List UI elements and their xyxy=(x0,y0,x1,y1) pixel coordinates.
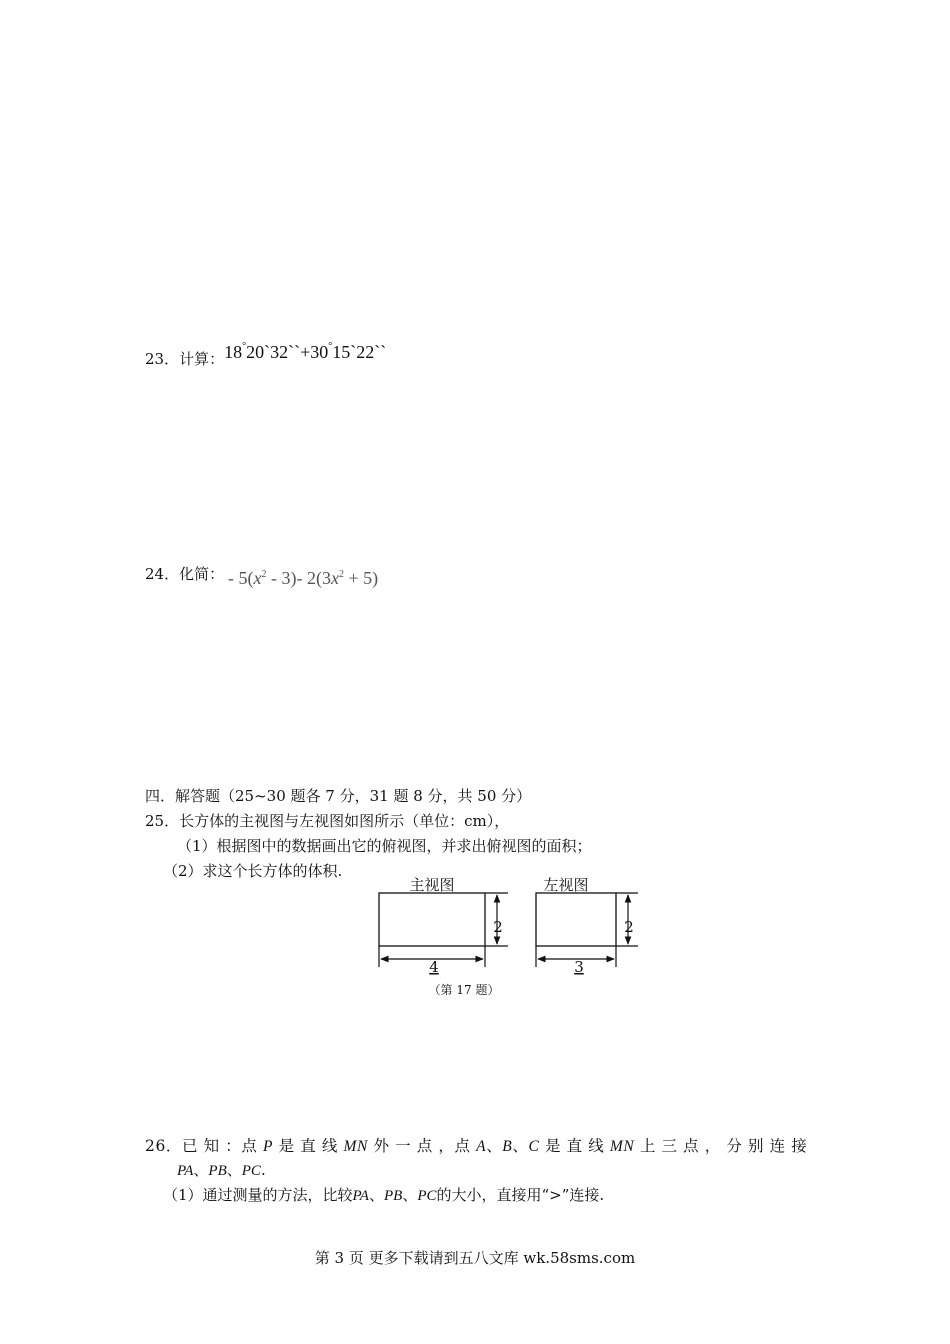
q26-stem-line2: PA、PB、PC. xyxy=(177,1161,266,1179)
q26-number: 26． xyxy=(145,1137,183,1155)
section-4-heading: 四．解答题（25~30 题各 7 分，31 题 8 分，共 50 分） xyxy=(145,787,532,805)
q23-number: 23． xyxy=(145,350,180,368)
left-view-title: 左视图 xyxy=(543,876,589,894)
question-25-stem xyxy=(145,810,509,831)
left-width-label: 3 xyxy=(574,958,584,976)
left-height-label: 2 xyxy=(624,918,634,936)
q24-number: 24． xyxy=(145,565,180,583)
q25-stem-text: 长方体的主视图与左视图如图所示（单位：cm）， xyxy=(179,812,510,830)
q24-expression: - $5(x^2 - 3)-$ $2(3x^2 + 5)$ xyxy=(228,568,379,588)
q25-sub2: （2）求这个长方体的体积. xyxy=(163,862,343,880)
q26-sub1: （1）通过测量的方法，比较PA、PB、PC的大小，直接用“>”连接. xyxy=(163,1186,605,1204)
q25-number: 25． xyxy=(145,812,180,830)
question-26-stem: 26．已 知 ：点 P 是 直 线 MN 外 一 点 ，点 A、B、C 是 直 线 MN 上 三 点 ， 分 别 连 接 xyxy=(145,1137,808,1155)
q24-label: 化简： xyxy=(179,565,225,583)
question-24 xyxy=(145,563,224,584)
q23-label: 计算： xyxy=(179,350,225,368)
front-width-label: 4 xyxy=(429,958,439,976)
front-view-title: 主视图 xyxy=(409,876,455,894)
q25-figure xyxy=(360,870,660,1005)
front-height-label: 2 xyxy=(493,918,503,936)
page-footer: 第 3 页 更多下载请到五八文库 wk.58sms.com xyxy=(314,1249,636,1267)
question-23 xyxy=(145,341,387,369)
q23-expression: 18°20`32``+30°15`22`` xyxy=(224,341,387,362)
q25-sub1: （1）根据图中的数据画出它的俯视图，并求出俯视图的面积； xyxy=(177,837,592,855)
left-view-rect xyxy=(536,893,616,946)
figure-caption: （第 17 题） xyxy=(428,983,500,997)
front-view-rect xyxy=(379,893,485,946)
